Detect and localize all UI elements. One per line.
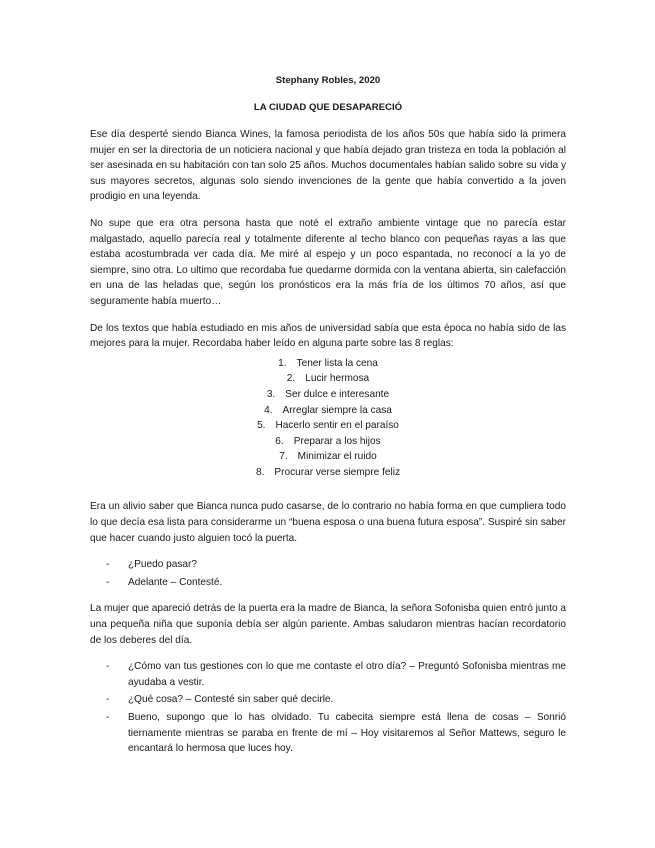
paragraph-3: De los textos que había estudiado en mis años de universidad sabía que esta época no había sido de las mejores para la mujer. Recordaba haber leído en alguna parte sobre las 8 reglas: <box>90 322 566 350</box>
rule-item: 2. Lucir hermosa <box>286 373 370 385</box>
rule-item: 3. Ser dulce e interesante <box>266 388 390 400</box>
rule-item: 5. Hacerlo sentir en el paraíso <box>257 420 399 432</box>
dialog-line: - ¿Cómo van tus gestiones con lo que me contaste el otro día? – Preguntó Sofonisba mientras me ayudaba a vestir. <box>106 661 566 688</box>
rule-item: 7. Minimizar el ruido <box>279 451 377 463</box>
spacer <box>90 480 566 499</box>
rule-item: 6. Preparar a los hijos <box>275 435 381 447</box>
document-page <box>90 74 566 768</box>
story-title: LA CIUDAD QUE DESAPARECIÓ <box>253 102 403 113</box>
author-line: Stephany Robles, 2020 <box>275 75 381 86</box>
dialog-line: - ¿Qué cosa? – Contesté sin saber qué decirle. <box>106 694 334 706</box>
dialog-list-1 <box>90 557 566 590</box>
rule-item: 4. Arreglar siempre la casa <box>264 404 392 416</box>
paragraph-5: La mujer que apareció detrás de la puerta era la madre de Bianca, la señora Sofonisba quien entró junto a una pequeña niña que suponía debía ser algún pariente. Ambas saludaron mientras hacían recordatorio de los deberes del día. <box>90 603 566 646</box>
paragraph-4: Era un alivio saber que Bianca nunca pudo casarse, de lo contrario no había forma en que cumpliera todo lo que decía esa lista para considerarme un “buena esposa o una buena futura esposa”. Suspiré sin saber que hacer cuando justo alguien tocó la puerta. <box>90 501 566 544</box>
rule-item: 1. Tener lista la cena <box>278 357 378 369</box>
rule-item: 8. Procurar verse siempre feliz <box>255 466 401 478</box>
dialog-line: - ¿Puedo pasar? <box>106 559 198 571</box>
dialog-line: - Bueno, supongo que lo has olvidado. Tu cabecita siempre está llena de cosas – Sonrió tiernamente mientras se paraba en frente de mí – Hoy visitaremos al Señor Mattews, seguro le encantará lo hermosa que luces hoy. <box>106 712 566 755</box>
dialog-line: - Adelante – Contesté. <box>106 576 223 588</box>
paragraph-2: No supe que era otra persona hasta que noté el extraño ambiente vintage que no parecía estar malgastado, aquello parecía real y totalmente diferente al techo blanco con pequeñas rayas a las que estaba acostumbrada ver cada día. Me miré al espejo y un poco espantada, no reconocí a la yo de siempre, sino otra. Lo ultimo que recordaba fue quedarme dormida con la ventana abierta, sin calefacción en una de las heladas que, según los pronósticos era la más fría de los últimos 70 años, así que seguramente había muerto… <box>90 217 566 307</box>
dialog-list-2 <box>90 659 566 757</box>
paragraph-1: Ese día desperté siendo Bianca Wines, la famosa periodista de los años 50s que había sido la primera mujer en ser la directoria de un noticiera nacional y que había dejado gran tristeza en toda la población al ser asesinada en su habitación con tan solo 25 años. Muchos documentales habían salido sobre su vida y sus mayores secretos, algunas solo siendo invenciones de la gente que había convertido a la joven prodigio en una leyenda. <box>90 129 566 203</box>
rules-list <box>90 356 566 481</box>
